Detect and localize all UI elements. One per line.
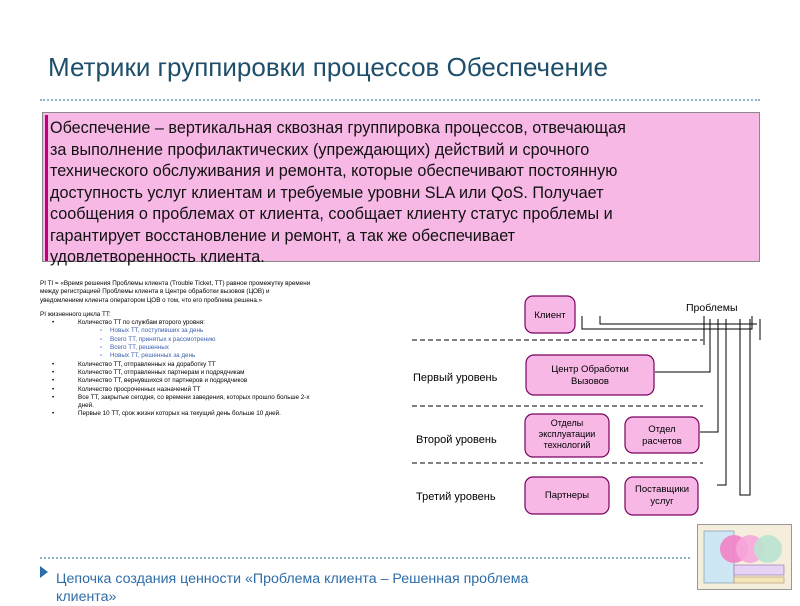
footer-caption	[56, 570, 616, 606]
list-item: • Количество TT, отправленных партнерам и подрядчикам	[40, 369, 400, 377]
list-item: дней.	[78, 402, 94, 410]
box-label: эксплуатации	[538, 429, 596, 439]
definition-line: технического обслуживания и ремонта, которые обеспечивают постоянную	[50, 162, 618, 180]
pi-definition-line: между регистрацией Проблемы клиента в Центре обработки вызовов (ЦОВ) и	[40, 288, 270, 296]
pi-definition-line: уведомлением клиента оператором ЦОВ о том, что его проблема решена.»	[40, 296, 263, 304]
definition-line: сообщения о проблемах от клиента, сообщает клиенту статус проблемы и	[50, 205, 613, 223]
list-item: • Количество просроченных назначений TT	[40, 386, 400, 394]
box-label: услуг	[650, 496, 674, 507]
definition-line: гарантирует восстановление и ремонт, а так же обеспечивает	[50, 226, 516, 245]
suppliers-box	[625, 477, 698, 515]
list-item: • Количество TT по службам второго уровня:	[40, 319, 400, 327]
flow-line	[600, 316, 757, 324]
flow-line	[655, 319, 710, 372]
list-item: • Количество TT, отправленных на доработку TT	[40, 361, 400, 369]
box-label: технологий	[543, 440, 591, 450]
list-item: ▫ Всего TT, решенных	[40, 344, 400, 352]
definition-line: доступность услуг клиентам и требуемые уровни SLA или QoS. Получает	[50, 183, 604, 202]
bullet-arrow-icon	[40, 566, 48, 578]
definition-line: удовлетворенность клиента.	[50, 248, 265, 266]
box-label: Поставщики	[634, 484, 690, 495]
flow-line	[700, 319, 718, 432]
box-label: Вызовов	[571, 376, 609, 387]
box-label: Партнеры	[544, 490, 590, 501]
level-label: Третий уровень	[416, 491, 496, 503]
list-item: • Все TT, закрытые сегодня, со времени заведения, которых прошло больше 2-х	[40, 394, 400, 402]
value-chain-thumbnail	[697, 524, 792, 590]
operations-box	[525, 414, 609, 457]
definition-text	[50, 118, 770, 269]
box-label: Отдел	[648, 424, 676, 435]
list-item: ▫ Новых TT, поступивших за день	[40, 327, 400, 335]
page-title: Метрики группировки процессов Обеспечение	[48, 52, 608, 82]
call-center-box	[526, 355, 654, 395]
box-label: Отделы	[550, 418, 584, 428]
sales-box	[625, 417, 699, 453]
footer-line: клиента»	[56, 589, 117, 605]
level-label: Первый уровень	[413, 372, 498, 384]
pi-definition-line: PI TI = «Время решения Проблемы клиента (Trouble Ticket, TT) равное промежутку времени	[40, 280, 311, 287]
problems-label: Проблемы	[686, 302, 738, 314]
footer-line: Цепочка создания ценности «Проблема клиента – Решенная проблема	[56, 571, 529, 587]
client-box	[525, 296, 575, 333]
flow-line	[740, 319, 750, 495]
list-item: ▫ Всего TT, принятых к рассмотрению	[40, 336, 400, 344]
box-label: Клиент	[534, 310, 566, 321]
value-chain-thumbnail-graphic	[698, 525, 791, 589]
list-item: • Количество TT, вернувшихся от партнеров и подрядчиков	[40, 377, 400, 385]
definition-line: за выполнение профилактических (упреждающих) действий и срочного	[50, 140, 590, 159]
definition-line: Обеспечение – вертикальная сквозная группировка процессов, отвечающая	[50, 119, 626, 137]
pi-lifecycle-heading: PI жизненного цикла TT:	[40, 310, 111, 318]
box-label: расчетов	[642, 436, 682, 447]
box-label: Центр Обработки	[551, 364, 629, 375]
level-label: Второй уровень	[416, 434, 497, 446]
footer-divider	[40, 557, 690, 559]
partners-box	[525, 477, 609, 514]
list-item: ▫ Новых TT, решенных за день	[40, 352, 400, 360]
list-item: • Первые 10 TT, срок жизни которых на текущий день больше 10 дней.	[40, 410, 400, 418]
